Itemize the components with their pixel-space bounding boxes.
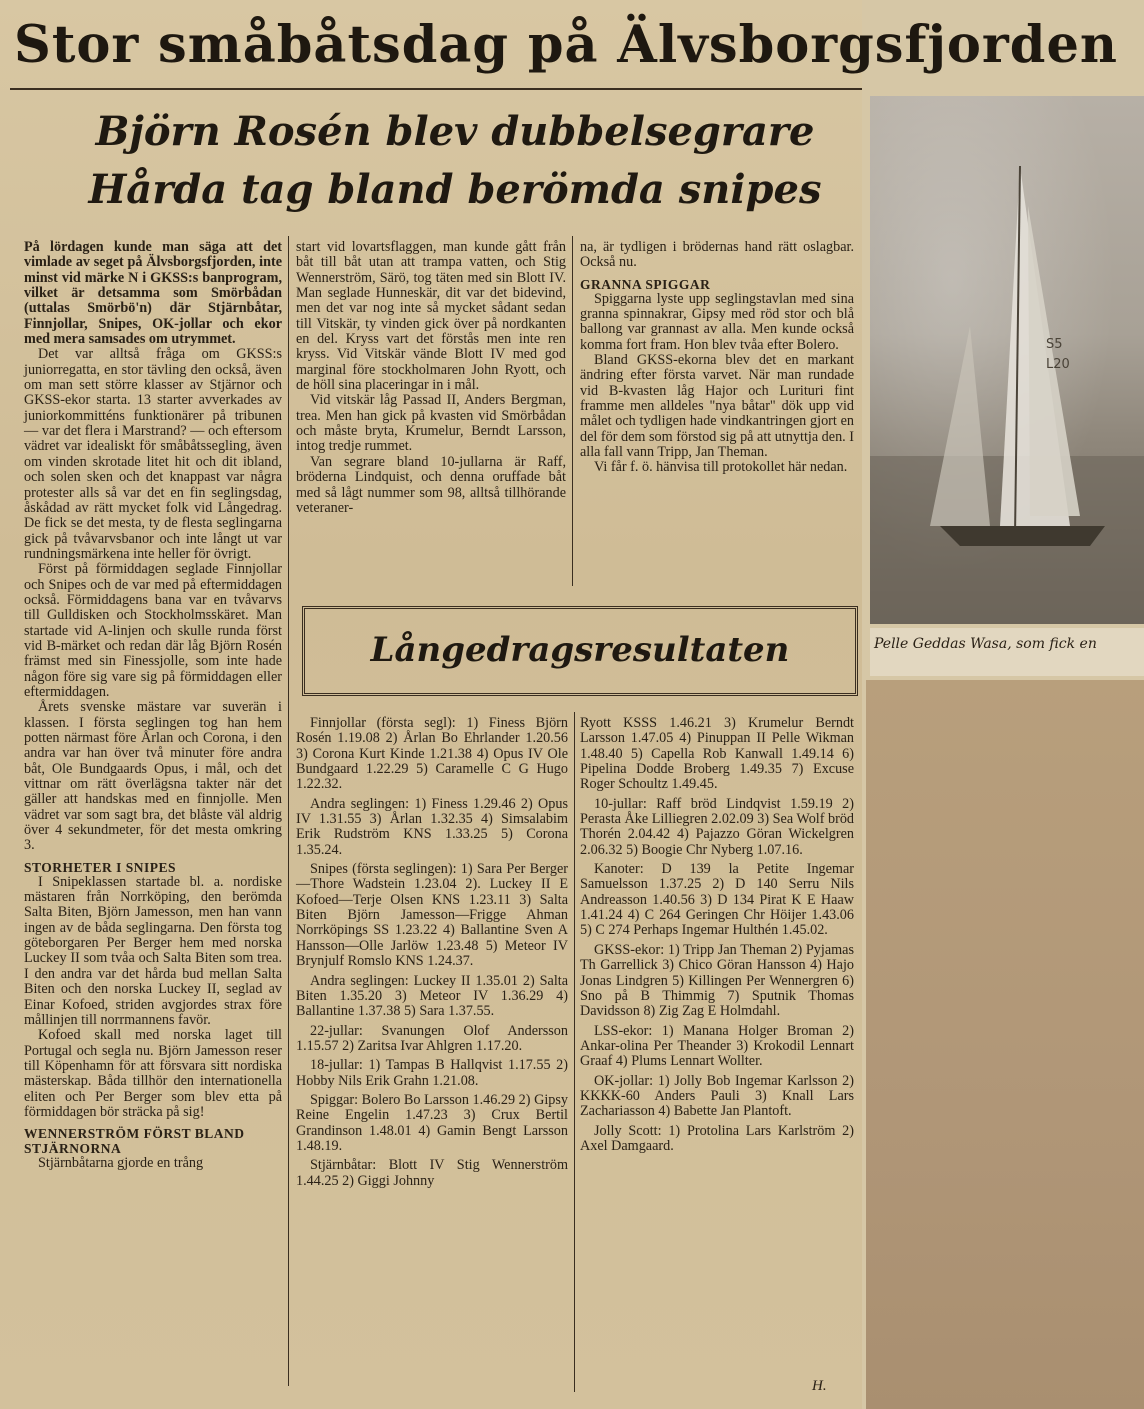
result-entry: Jolly Scott: 1) Protolina Lars Karlström 2) Axel Damgaard.: [580, 1122, 854, 1154]
photo-caption: Pelle Geddas Wasa, som fick en: [870, 628, 1144, 676]
results-column-left: [296, 716, 568, 1193]
article-paragraph: Årets svenske mästare var suverän i klassen. I första seglingen tog han hem potten närmast före Årlan och Corona, i den andra var han över två minuter före andra båt, Ole Bundgaards Opus, i mål, och det vittnar om rätt överlägsna takter när det gäller att handskas med en finnjolle. Men vädret var som sagt bra, det blåste väl aldrig över 4 sekundmeter, för det mesta omkring 3.: [24, 699, 282, 854]
column-rule: [288, 236, 289, 1386]
result-entry: Stjärnbåtar: Blott IV Stig Wennerström 1.44.25 2) Giggi Johnny: [296, 1157, 568, 1189]
results-title: Långedragsresultaten: [370, 630, 790, 670]
article-paragraph: I Snipeklassen startade bl. a. nordiske mästaren från Norrköping, den berömda Salta Biten, Björn Jamesson, men han vann ingen av de båda seglingarna. Den första tog göteborgaren Per Berger hem med norska Luckey II som tvåa och Salta Biten som trea. I den andra var det hårda bud mellan Salta Biten och den norska Luckey II, seglad av Einar Kofoed, striden avgjordes strax före mållinjen till norrmannens favör.: [24, 873, 282, 1028]
article-paragraph: Vid vitskär låg Passad II, Anders Bergman, trea. Men han gick på kvasten vid Smörbådan och måste bryta, Krumelur, Berndt Larsson, intog tredje rummet.: [296, 392, 566, 455]
result-entry: Andra seglingen: Luckey II 1.35.01 2) Salta Biten 1.35.20 3) Meteor IV 1.36.29 4) Ballantine 1.37.38 5) Sara 1.37.55.: [296, 972, 568, 1020]
result-entry: 10-jullar: Raff bröd Lindqvist 1.59.19 2) Perasta Åke Lilliegren 2.02.09 3) Sea Wolf bröd Thorén 2.04.42 4) Pajazzo Göran Wickelgren 2.06.32 5) Boogie Chr Nyberg 1.07.16.: [580, 795, 855, 858]
article-paragraph: Van segrare bland 10-jullarna är Raff, bröderna Lindquist, och denna oruffade båt med så lågt nummer som 98, alltså tillhörande veteraner-: [296, 453, 566, 516]
subheadline-1: Björn Rosén blev dubbelsegrare: [95, 108, 815, 155]
result-entry: Finnjollar (första segl): 1) Finess Björn Rosén 1.19.08 2) Årlan Bo Ehrlander 1.20.56 3) Corona Kurt Kinde 1.21.38 4) Opus IV Ole Bundgaard 1.22.29 5) Caramelle C G Hugo 1.22.32.: [296, 715, 568, 793]
author-signature: H.: [812, 1378, 827, 1394]
article-paragraph: Först på förmiddagen seglade Finnjollar och Snipes och de var med på eftermiddagen också. Förmiddagens bana var en tvåvarvs till Gulldisken och Stockholmsskäret. Man startade vid A-linjen och skulle runda först vid B-märket och redan där låg Björn Rosén främst med sin Finessjolle, som inte hade någon före sig vare sig på förmiddagen eller eftermiddagen.: [24, 561, 282, 700]
result-entry: Spiggar: Bolero Bo Larsson 1.46.29 2) Gipsy Reine Engelin 1.47.23 3) Crux Bertil Grandinson 1.48.01 4) Gamin Bengt Larsson 1.48.19.: [296, 1091, 568, 1154]
article-paragraph: Vi får f. ö. hänvisa till protokollet här nedan.: [594, 459, 848, 476]
sail-mark: L20: [1046, 357, 1070, 372]
article-column-3: [580, 240, 854, 476]
results-column-right: [580, 716, 854, 1158]
sailboat-image: [870, 96, 1144, 624]
article-paragraph: Spiggarna lyste upp seglingstavlan med sina granna spinnakrar, Gipsy med röd stor och blå ballong var grannast av alla. Men kunde också komma fort fram. Hon blev tvåa efter Bolero.: [580, 290, 854, 353]
result-entry: OK-jollar: 1) Jolly Bob Ingemar Karlsson 2) KKKK-60 Anders Pauli 3) Knall Lars Zachariasson 4) Babette Jan Plantoft.: [580, 1072, 854, 1120]
article-paragraph: Stjärnbåtarna gjorde en trång: [38, 1155, 204, 1172]
result-entry: Andra seglingen: 1) Finess 1.29.46 2) Opus IV 1.31.55 3) Årlan 1.32.35 4) Simsalabim Erik Rudström KNS 1.33.25 5) Corona 1.35.24.: [296, 795, 568, 858]
section-heading: GRANNA SPIGGAR: [580, 276, 711, 292]
article-lead: På lördagen kunde man säga att det vimlade av seget på Älvsborgsfjorden, inte minst vid märke N i GKSS:s banprogram, vilket är detsamma som Smörbådan (uttalas Smörbö'n) där Stjärnbåtar, Finnjollar, Snipes, OK-jollar och ekor med mera samsades om utrymmet.: [24, 239, 282, 348]
article-paragraph: na, är tydligen i brödernas hand rätt oslagbar. Också nu.: [580, 239, 854, 271]
result-entry: LSS-ekor: 1) Manana Holger Broman 2) Ankar-olina Per Theander 3) Krokodil Lennart Graaf 4) Plums Lennart Wollter.: [580, 1022, 854, 1070]
subheadline-2: Hårda tag bland berömda snipes: [88, 166, 822, 213]
result-entry: 18-jullar: 1) Tampas B Hallqvist 1.17.55 2) Hobby Nils Erik Grahn 1.21.08.: [296, 1057, 568, 1089]
article-paragraph: start vid lovartsflaggen, man kunde gått från båt till båt utan att trampa vatten, och Stig Wennerström, Särö, tog täten med sin Blott IV. Man seglade Hunneskär, dit var det bidevind, men det var nog inte så mycket sådant sedan till Vitskär, ty vinden gick över på nordkanten en del. Kryss vart det förstås men inte ren kryss. Vid Vitskär vände Blott IV med god marginal före stockholmaren John Ryott, och de höll sina placeringar in i mål.: [296, 239, 566, 394]
headline: Stor småbåtsdag på Älvsborgsfjorden: [14, 15, 1118, 75]
section-heading: STORHETER I SNIPES: [24, 859, 177, 875]
article-paragraph: Kofoed skall med norska laget till Portugal och segla nu. Björn Jamesson reser till Köpenhamn för att försvara sitt nordiska mästerskap. Båda tillhör den internationella eliten och Per Berger som blev etta på förmiddagen bör sträcka på sig!: [24, 1027, 282, 1120]
sail-mark: S5: [1046, 337, 1063, 352]
sailboat-photo: [870, 96, 1144, 624]
article-paragraph: Bland GKSS-ekorna blev det en markant ändring efter första varvet. När man rundade vid B-kvasten låg Hajor och Lurituri fint framme men alldeles "nya båtar" dök upp vid målet och tydligen hade vindkantringen gjort en del för dem som förstod sig på att utnyttja den. I alla fall vann Tripp, Jan Theman.: [580, 352, 854, 461]
article-column-2: [296, 240, 566, 516]
result-entry: Ryott KSSS 1.46.21 3) Krumelur Berndt Larsson 1.47.05 4) Pinuppan II Pelle Wikman 1.48.40 5) Capella Rob Kanwall 1.49.14 6) Pipelina Dodde Broberg 1.49.35 7) Excuse Roger Schoultz 1.49.45.: [580, 715, 854, 793]
result-entry: Snipes (första seglingen): 1) Sara Per Berger—Thore Wadstein 1.23.04 2). Luckey II E Kofoed—Terje Olsen KNS 1.23.11 3) Salta Biten Björn Jamesson—Frigge Ahman Norrköpings SS 1.23.22 4) Ballantine Sven A Hansson—Olle Jarlöw 1.23.48 5) Meteor IV Brynjulf Romslo KNS 1.24.37.: [296, 861, 568, 970]
column-rule: [572, 236, 573, 586]
backing-paper: [866, 680, 1144, 1409]
result-entry: GKSS-ekor: 1) Tripp Jan Theman 2) Pyjamas Th Garrellick 3) Chico Göran Hansson 4) Hajo Jonas Lindgren 5) Killingen Per Wennergren 6) Sno på B Thimmig 7) Sputnik Thomas Davidsson 8) Zig Zag E Holmdahl.: [580, 941, 854, 1020]
article-column-1: [24, 240, 282, 1172]
headline-rule: [10, 88, 862, 90]
article-paragraph: Det var alltså fråga om GKSS:s juniorregatta, en stor tävling den också, även om man sett större klasser av Stjärnor och GKSS-ekor starta. 13 starter avverkades av juniorkommitténs funktionärer på tribunen — var det flera i Marstrand? — och eftersom vädret var idealiskt för småbåtssegling, även om vinden skrotade litet hit och dit ibland, och solen sken och det knappast var några protester alls så var det en fin seglingsdag, åskådad av rätt mycket folk vid Långedrag. De fick se det mesta, ty de flesta seglingarna gick på tvåvarvsbanor och inte långt ut var rundningsmärkena inte heller för övrigt.: [24, 346, 282, 562]
result-entry: Kanoter: D 139 la Petite Ingemar Samuelsson 1.37.25 2) D 140 Serru Nils Andreasson 1.40.56 3) D 134 Pirat K E Haaw 1.41.24 4) C 264 Geringen Chr Höijer 1.43.06 5) C 274 Perhaps Ingemar Hulthén 1.45.02.: [580, 861, 854, 939]
column-rule: [574, 712, 575, 1392]
result-entry: 22-jullar: Svanungen Olof Andersson 1.15.57 2) Zaritsa Ivar Ahlgren 1.17.20.: [296, 1022, 568, 1054]
section-heading: WENNERSTRÖM FÖRST BLAND STJÄRNORNA: [24, 1126, 245, 1157]
